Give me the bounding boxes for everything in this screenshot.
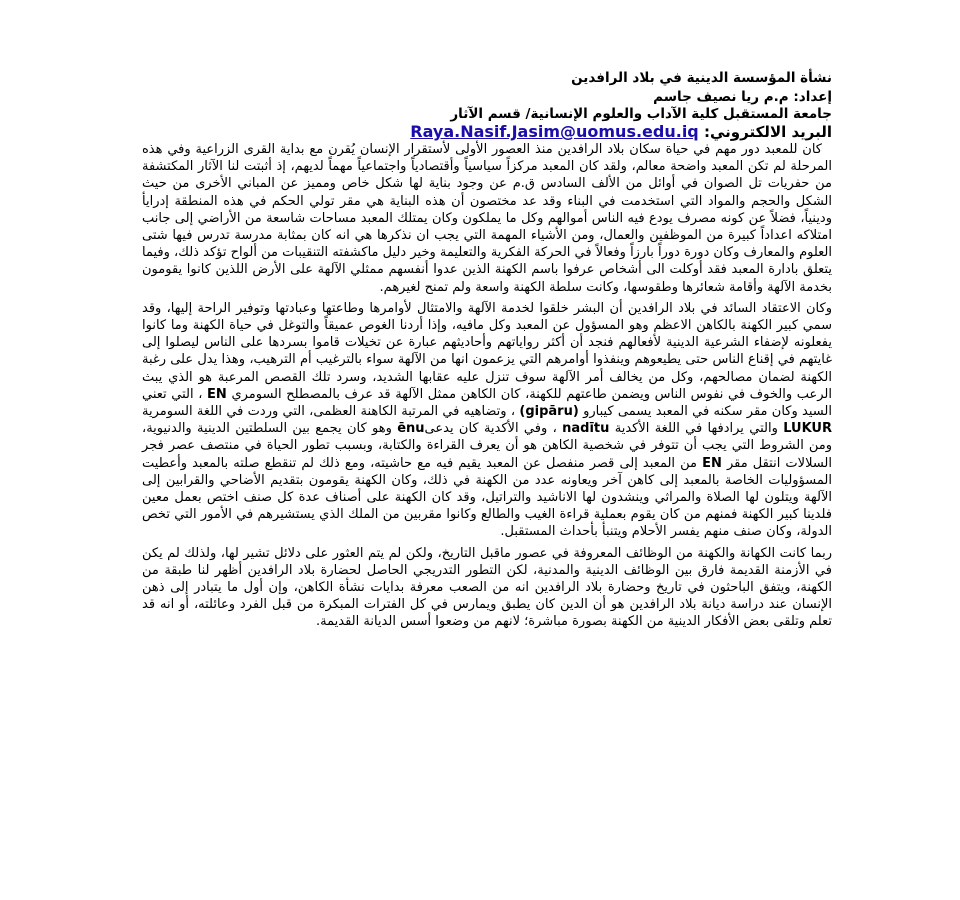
author-line: إعداد: م.م ريا نصيف جاسم [653,89,832,105]
paragraph-2-text-g: من المعبد إلى قصر منفصل عن المعبد يقيم فيه مع حاشيته، ومع ذلك لم تنقطع صلته بالمعبد وأعطيت المسؤوليات الخاصة بالمعبد إلى كاهن آخر ويعاونه عدد من الكهنة في ذلك، وكان الكهنة يقومون بتقديم الأضاحي والقرابين إلى الآلهة ويتلون لها الصلاة والمراثي وينشدون لها الاناشيد والتراتيل، وقد كان الكهنة على أصناف عدة كل صنف اختص بعمل معين فلدينا كبير الكهنة فمنهم من كان يقوم بعملية قراءة الغيب والطالع وكانوا مقربين من الملك الذي يستشيرهم في الأمور التي تخص الدولة، وكان صنف منهم يفسر الأحلام ويتنبأ بأحداث المستقبل. [142,455,832,540]
term-enu: ēnu [397,421,425,437]
paragraph-2 [142,300,832,541]
email-link[interactable]: Raya.Nasif.Jasim@uomus.edu.iq [410,122,699,141]
document-page [142,70,832,635]
email-label: البريد الالكتروني: [704,123,832,141]
paragraph-2-text-d: والتي يرادفها في اللغة الأكدية [614,421,778,437]
term-gipar: (gipāru) [519,404,579,420]
term-en: EN [207,386,227,402]
paragraph-2-text-e: ، وفي الأكدية كان يدعى [424,421,557,437]
paragraph-3: ربما كانت الكهانة والكهنة من الوظائف المعروفة في عصور ماقبل التاريخ، ولكن لم يتم العثور على دلائل تشير لها، ولذلك لم يكن في الأزمنة القديمة فارق بين الوظائف الدينية والمدنية، لكن التطور التدريجي الحاصل لحضارة بلاد الرافدين أظهر لنا طبقة من الكهنة، ويتفق الباحثون في تاريخ وحضارة بلاد الرافدين انه من الصعب معرفة بدايات نشأة الكاهن، وإن أول ما يتبادر إلى ذهن الإنسان عند دراسة ديانة بلاد الرافدين هو أن الدين كان يطبق ويمارس في كل الفترات المبكرة من قبل الفرد وعائلته، أو انه قد تعلم وتلقى بعض الأفكار الدينية من الكهنة بصورة مباشرة؛ لانهم من وضعوا أسس الديانة القديمة. [142,545,832,630]
paragraph-2-text-f: وهو كان يجمع بين السلطتين الدينية والدنيوية، ومن الشروط التي يجب أن تتوفر في شخصية الكاهن هو أن يعرف القراءة والكتابة، وبسبب تطور الحياة في منتصف عصر فجر السلالات انتقل مقر [142,421,832,471]
email-line [142,123,832,141]
term-en-2: EN [702,455,722,471]
term-lukur: LUKUR [783,421,832,437]
term-naditu: nadītu [562,421,610,437]
affiliation-line: جامعة المستقبل كلية الآداب والعلوم الإنسانية/ قسم الآثار [450,106,832,122]
paragraph-2-text-b: ، التي تعني السيد وكان مقر سكنه في المعبد يسمى كيبارو [142,386,832,420]
paragraph-2-text-a: وكان الاعتقاد السائد في بلاد الرافدين أن البشر خلقوا لخدمة الآلهة والامتثال لأوامرها وطاعتها وعبادتها وتوفير الراحة إليها، وقد سمي كبير الكهنة بالكاهن الاعظم وهو المسؤول عن المعبد وكل مافيه، وإذا أردنا الغوص عميقاً والتوغل في حياة الكهنة وما كانوا يفعلونه لإضفاء الشرعية الدينية لأفعالهم فنجد أن أكثر رواياتهم وأحاديثهم عبارة عن تخيلات قاموا بسردها على الناس ليصلوا إلى غايتهم في إقناع الناس حتى يطيعوهم وينفذوا أوامرهم التي يزعمون انها من الآلهة سواء بالترغيب أم الترهيب، وهذا يدل على رغبة الكهنة لضمان مصالحهم، وكل من يخالف أمر الآلهة سوف تنزل عليه عقابها الشديد، وسرد تلك القصص المرعبة هو الذي يبث الرعب والخوف في نفوس الناس ويضمن طاعتهم للكهنة، كان الكاهن ممثل الآلهة قد عرف بالمصطلح السومري [142,300,832,402]
paragraph-2-text-c: ، وتضاهيه في المرتبة الكاهنة العظمى، التي وردت في اللغة السومرية [142,404,516,420]
paragraph-1: كان للمعبد دور مهم في حياة سكان بلاد الرافدين منذ العصور الأولى لأستقرار الإنسان يُقرن مع بداية القرى الزراعية وفي هذه المرحلة لم تكن المعبد واضحة معالم، ولقد كان المعبد مركزاً سياسياً وأقتصادياً واجتماعياً مهماً لديهم، إذ أثبتت لنا الآثار المكتشفة من حفريات تل الصوان في أوائل من الألف السادس ق.م عن وجود بناية لها شكل خاص ومميز عن المباني الأخرى من حيث الشكل والحجم والمواد التي استخدمت في البناء وقد عد مختصون أن هذه البناية هي مقر تولي الحكم في هذه المنطقة إدرايأ ودينياً، فضلاً عن كونه مصرف يودع فيه الناس أموالهم وكل ما يملكون وكان يمتلك المعبد مساحات شاسعة من الأراضي إلى جانب امتلاكه اعداداً كبيرة من الموظفين والعمال، ومن الأشياء المهمة التي يجب ان نذكرها هي انه كان بمثابة مدرسة تدرس فيها شتى العلوم والمعارف وكان دورة دوراً بارزاً وفعالاً في الحركة الفكرية والتعليمة وخير دليل ماكشفته التنقيبات من ألواح تؤكد ذلك، وفيما يتعلق بادارة المعبد فقد أوكلت الى أشخاص عرفوا باسم الكهنة الذين عدوا أنفسهم ممثلي الآلهة على الأرض اللذين كانوا يقومون بخدمة الآلهة وأقامة شعائرها وطقوسها، وكانت سلطة الكهنة واسعة ولم تمنح لغيرهم. [142,142,832,295]
document-title: نشأة المؤسسة الدينية في بلاد الرافدين [571,70,832,86]
